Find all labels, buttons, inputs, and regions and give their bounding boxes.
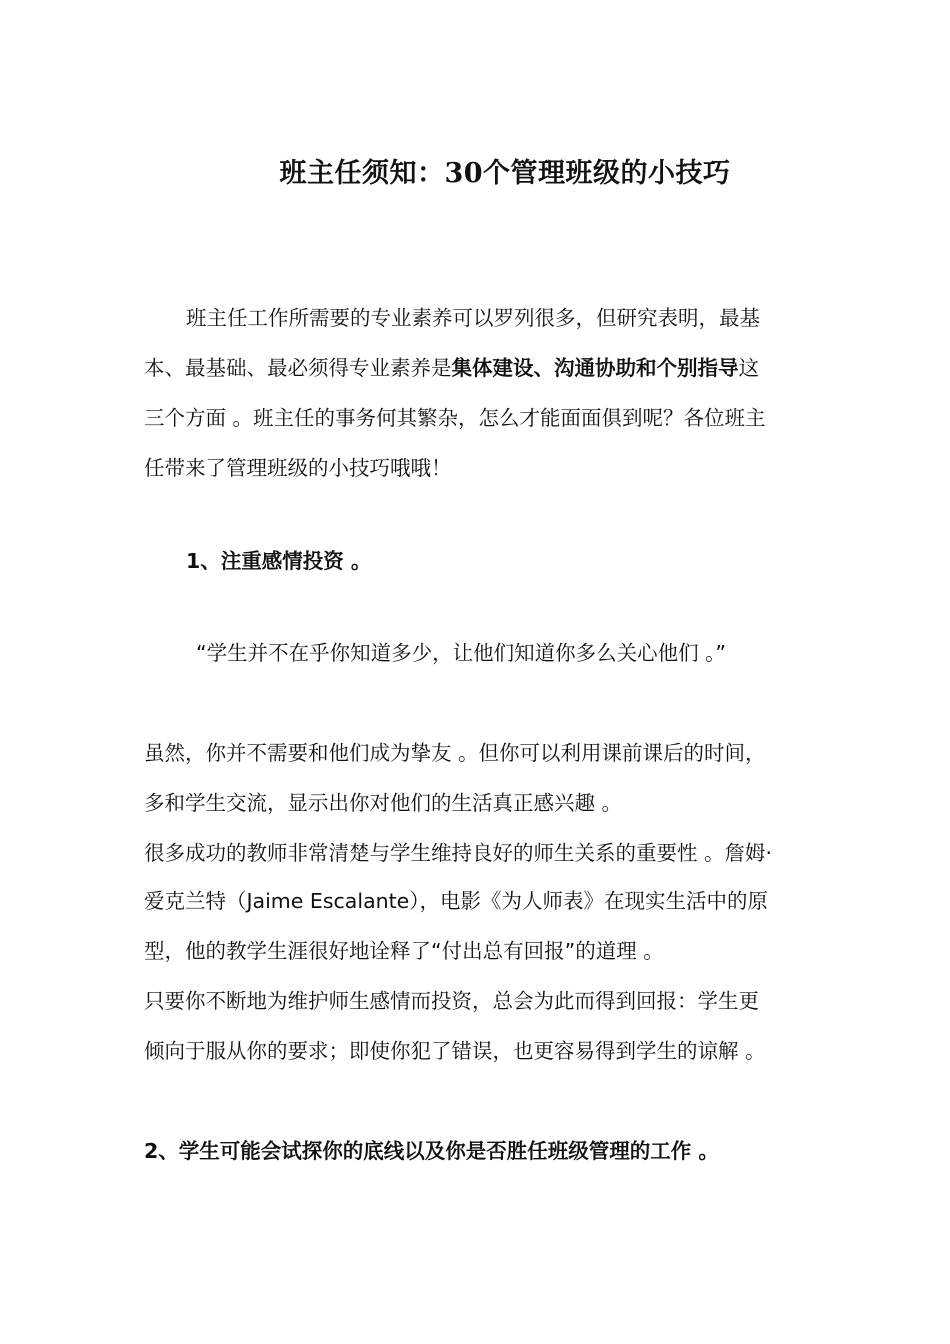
section-1-p3-line-2: 倾向于服从你的要求；即使你犯了错误，也更容易得到学生的谅解 。 bbox=[144, 1039, 766, 1063]
section-1-p1-line-2: 多和学生交流，显示出你对他们的生活真正感兴趣 。 bbox=[144, 791, 623, 815]
section-1-p2-line-1: 很多成功的教师非常清楚与学生维持良好的师生关系的重要性 。詹姆· bbox=[144, 841, 773, 865]
section-1-p2-line-3: 型，他的教学生涯很好地诠释了“付出总有回报”的道理 。 bbox=[144, 939, 664, 963]
section-1-p1-line-1: 虽然，你并不需要和他们成为挚友 。但你可以利用课前课后的时间， bbox=[144, 741, 766, 765]
intro-line-2-tail: 这 bbox=[738, 356, 759, 380]
section-1-p3-line-1: 只要你不断地为维护师生感情而投资，总会为此而得到回报：学生更 bbox=[144, 989, 759, 1013]
document-title: 班主任须知：30个管理班级的小技巧 bbox=[279, 158, 731, 189]
intro-line-1: 班主任工作所需要的专业素养可以罗列很多，但研究表明，最基 bbox=[186, 306, 760, 330]
section-1-p2-line-2: 爱克兰特（Jaime Escalante），电影《为人师表》在现实生活中的原 bbox=[144, 889, 769, 913]
section-2-heading: 2、学生可能会试探你的底线以及你是否胜任班级管理的工作 。 bbox=[144, 1139, 719, 1163]
intro-emphasis: 集体建设、沟通协助和个别指导 bbox=[451, 356, 739, 380]
intro-line-3: 三个方面 。班主任的事务何其繁杂，怎么才能面面俱到呢？各位班主 bbox=[144, 406, 766, 430]
intro-line-2-text: 本、最基础、最必须得专业素养是 bbox=[144, 356, 452, 380]
section-1-quote: “学生并不在乎你知道多少，让他们知道你多么关心他们 。” bbox=[196, 641, 727, 665]
section-1-heading: 1、注重感情投资 。 bbox=[186, 549, 372, 573]
intro-line-4: 任带来了管理班级的小技巧哦哦！ bbox=[144, 456, 452, 480]
intro-line-2 bbox=[144, 353, 759, 383]
